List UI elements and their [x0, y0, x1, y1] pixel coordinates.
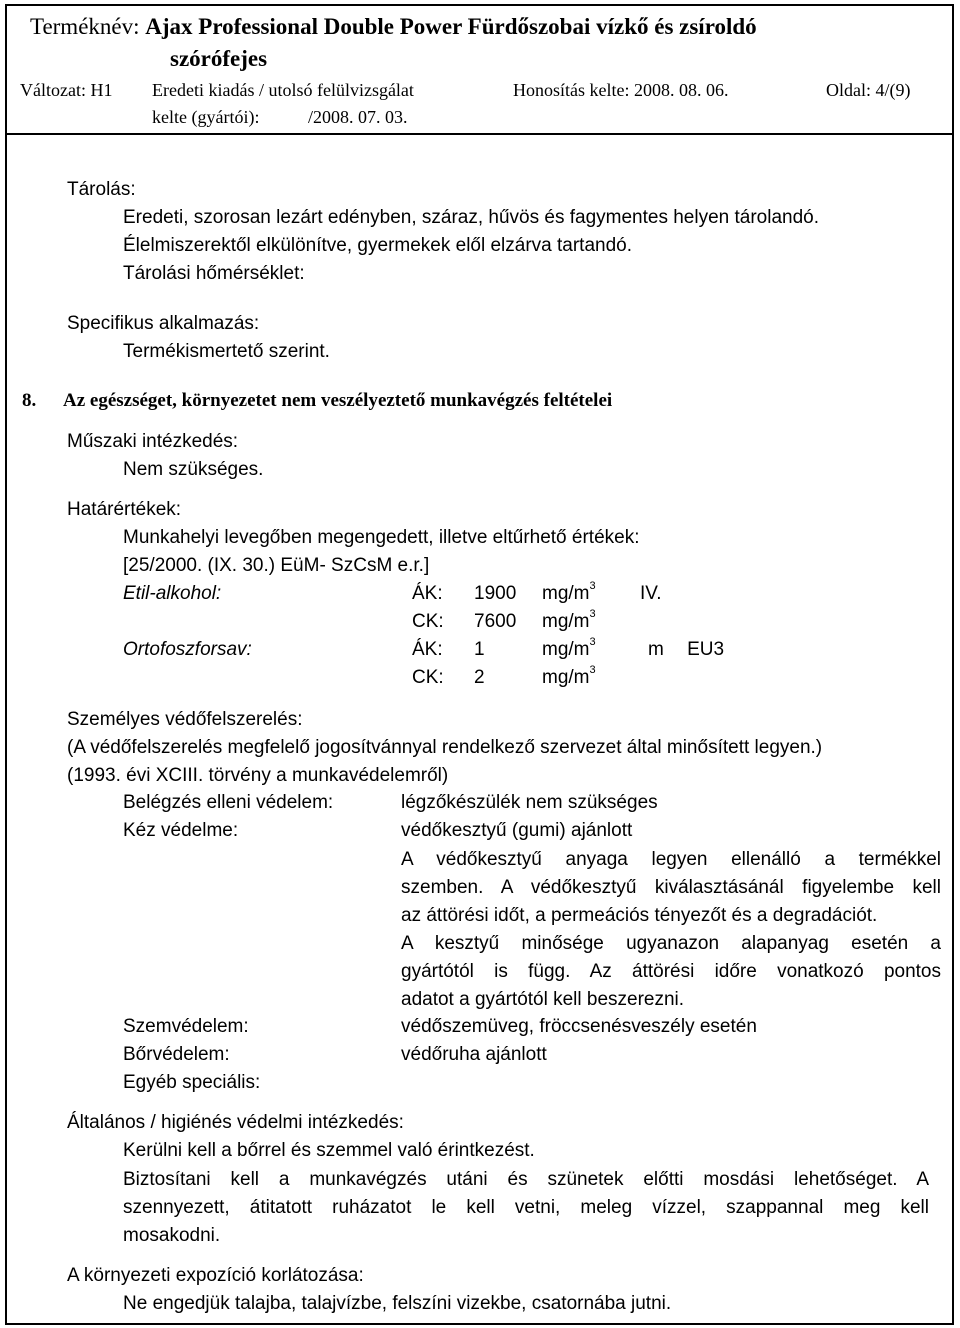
paragraph-line: A védőkesztyű anyaga legyen ellenálló a termékkel	[401, 849, 941, 870]
technical-measures-label: Műszaki intézkedés:	[67, 431, 239, 452]
limits-label: Határértékek:	[67, 499, 182, 520]
limit-value: 7600	[474, 611, 517, 632]
limit-type: ÁK:	[412, 583, 443, 604]
limit-note: m EU3	[648, 639, 725, 660]
limit-value: 1900	[474, 583, 517, 604]
limit-unit: $mg/m^3$	[542, 636, 596, 660]
product-title	[30, 14, 757, 40]
release-label-cont: kelte (gyártói):	[152, 107, 260, 127]
release-label: Eredeti kiadás / utolsó felülvizsgálat	[152, 80, 414, 100]
paragraph-line: adatot a gyártótól kell beszerezni.	[401, 989, 685, 1010]
hand-paragraph-1	[401, 846, 941, 930]
limit-note: IV.	[640, 583, 662, 604]
limit-unit: $mg/m^3$	[542, 608, 596, 632]
release-date: /2008. 07. 03.	[308, 107, 408, 127]
environment-label: A környezeti expozíció korlátozása:	[67, 1265, 364, 1286]
ppe-line-2: (1993. évi XCIII. törvény a munkavédelemről)	[67, 765, 449, 786]
skin-protection-label: Bőrvédelem:	[123, 1044, 230, 1065]
storage-line-2: Élelmiszerektől elkülönítve, gyermekek elől elzárva tartandó.	[123, 235, 633, 256]
hand-label: Kéz védelme:	[123, 820, 239, 841]
section-title: Az egészséget, környezetet nem veszélyeztető munkavégzés feltételei	[63, 390, 613, 411]
paragraph-line: Biztosítani kell a munkavégzés utáni és szünetek előtti mosdási lehetőséget. A	[123, 1169, 929, 1190]
title-label: Terméknév:	[30, 14, 140, 39]
product-name: Ajax Professional Double Power Fürdőszobai vízkő és zsíroldó	[145, 14, 757, 39]
paragraph-line: mosakodni.	[123, 1225, 221, 1246]
limit-unit: $mg/m^3$	[542, 580, 596, 604]
limits-line-1: Munkahelyi levegőben megengedett, illetve eltűrhető értékek:	[123, 527, 640, 548]
version: Változat: H1	[20, 80, 113, 100]
validation-date: Honosítás kelte: 2008. 08. 06.	[513, 80, 729, 100]
hygiene-label: Általános / higiénés védelmi intézkedés:	[67, 1112, 404, 1133]
specific-use-label: Specifikus alkalmazás:	[67, 313, 260, 334]
page-number: Oldal: 4/(9)	[826, 80, 911, 100]
limit-type: CK:	[412, 611, 444, 632]
limit-type: ÁK:	[412, 639, 443, 660]
storage-heading: Tárolás:	[67, 179, 136, 200]
hand-paragraph-2	[401, 930, 941, 1014]
paragraph-line: gyártótól is függ. Az áttörési időre vonatkozó pontos	[401, 961, 941, 982]
substance-name: Ortofoszforsav:	[123, 639, 252, 660]
substance-name: Etil-alkohol:	[123, 583, 222, 604]
limit-unit: $mg/m^3$	[542, 664, 596, 688]
limit-type: CK:	[412, 667, 444, 688]
storage-line-1: Eredeti, szorosan lezárt edényben, száraz, hűvös és fagymentes helyen tárolandó.	[123, 207, 820, 228]
limit-value: 2	[474, 667, 485, 688]
limits-line-2: [25/2000. (IX. 30.) EüM- SzCsM e.r.]	[123, 555, 430, 576]
paragraph-line: A kesztyű minősége ugyanazon alapanyag esetén a	[401, 933, 941, 954]
ppe-line-1: (A védőfelszerelés megfelelő jogosítvánnyal rendelkező szervezet által minősített legyen.)	[67, 737, 823, 758]
hygiene-paragraph	[123, 1166, 929, 1250]
environment-value: Ne engedjük talajba, talajvízbe, felszíni vizekbe, csatornába jutni.	[123, 1293, 672, 1314]
paragraph-line: az áttörési időt, a permeációs tényezőt és a degradációt.	[401, 905, 878, 926]
eye-protection-label: Szemvédelem:	[123, 1016, 249, 1037]
paragraph-line: szennyezett, átitatott ruházatot le kell vetni, meleg vízzel, szappannal meg kell	[123, 1197, 929, 1218]
hand-value: védőkesztyű (gumi) ajánlott	[401, 820, 633, 841]
other-special-label: Egyéb speciális:	[123, 1072, 261, 1093]
eye-protection-value: védőszemüveg, fröccsenésveszély esetén	[401, 1016, 757, 1037]
respiratory-label: Belégzés elleni védelem:	[123, 792, 334, 813]
limit-value: 1	[474, 639, 485, 660]
paragraph-line: szemben. A védőkesztyű kiválasztásánál figyelembe kell	[401, 877, 941, 898]
section-number: 8.	[22, 390, 37, 411]
ppe-label: Személyes védőfelszerelés:	[67, 709, 303, 730]
storage-temperature-label: Tárolási hőmérséklet:	[123, 263, 305, 284]
skin-protection-value: védőruha ajánlott	[401, 1044, 547, 1065]
specific-use-value: Termékismertető szerint.	[123, 341, 330, 362]
product-name-cont: szórófejes	[170, 46, 268, 71]
respiratory-value: légzőkészülék nem szükséges	[401, 792, 658, 813]
technical-measures-value: Nem szükséges.	[123, 459, 264, 480]
hygiene-line-1: Kerülni kell a bőrrel és szemmel való érintkezést.	[123, 1140, 535, 1161]
